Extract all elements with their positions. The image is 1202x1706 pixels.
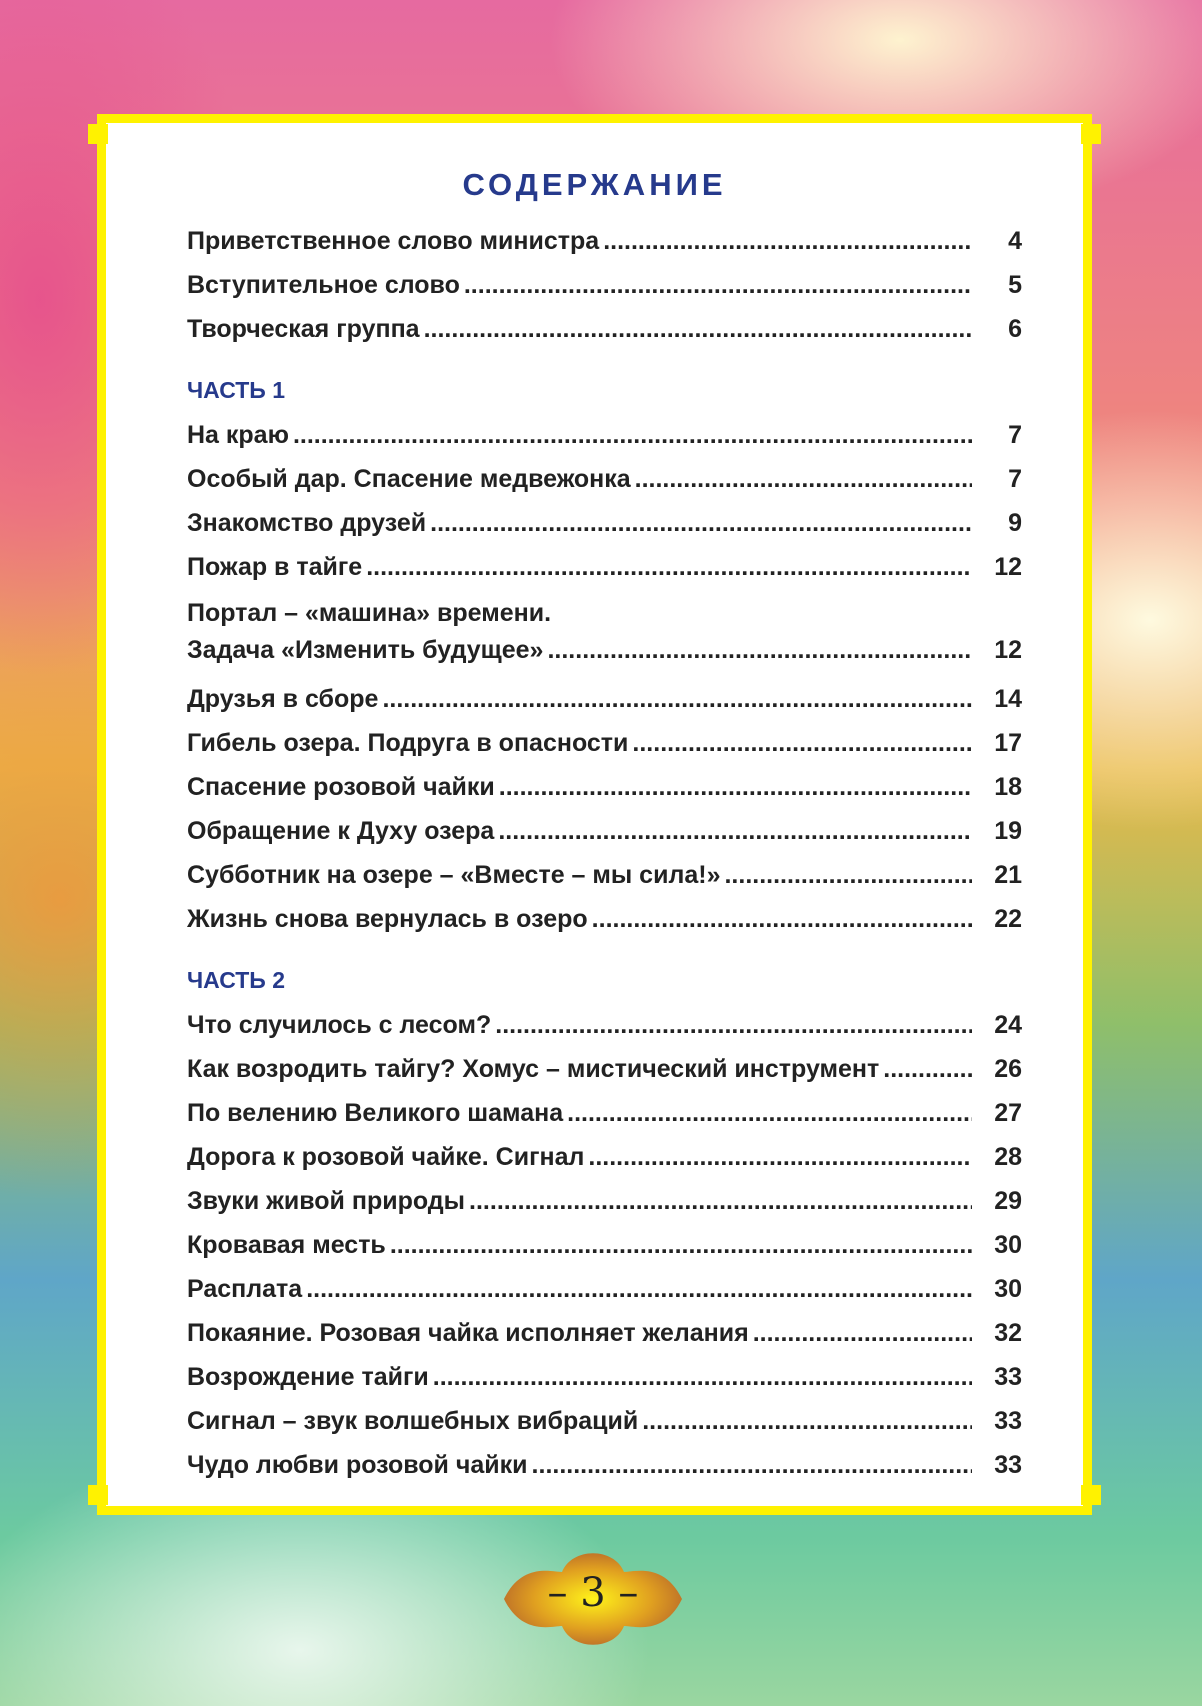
toc-entry-title: Обращение к Духу озера (187, 817, 495, 845)
toc-page-number: 24 (994, 1011, 1022, 1039)
dot-leader (498, 809, 972, 853)
toc-entry[interactable] (187, 809, 1022, 853)
dot-leader (366, 545, 972, 589)
toc-entry[interactable] (187, 1047, 1022, 1091)
toc-entry-title: Гибель озера. Подруга в опасности (187, 729, 629, 757)
dot-leader (632, 721, 972, 765)
toc-entry-multiline[interactable] (187, 589, 1022, 667)
toc-page-number: 7 (1008, 421, 1022, 449)
dot-leader (567, 1091, 972, 1135)
toc-entry-title: Друзья в сборе (187, 685, 379, 713)
toc-entry-title: На краю (187, 421, 289, 449)
dot-leader (293, 413, 972, 457)
toc-page-number: 32 (994, 1319, 1022, 1347)
frame-corner-ornament (1081, 124, 1101, 144)
dot-leader (499, 765, 972, 809)
toc-entry[interactable] (187, 219, 1022, 263)
toc-page-number: 21 (994, 861, 1022, 889)
toc-entry-title: Особый дар. Спасение медвежонка (187, 465, 631, 493)
toc-entry-title: Пожар в тайге (187, 553, 363, 581)
toc-page-number: 9 (1008, 509, 1022, 537)
toc-entry[interactable] (187, 1223, 1022, 1267)
dot-leader (424, 307, 972, 351)
toc-entry-title: Возрождение тайги (187, 1363, 429, 1391)
toc-page-number: 30 (994, 1231, 1022, 1259)
dot-leader (390, 1223, 972, 1267)
page-number-badge (502, 1542, 684, 1652)
toc-entry-title: Творческая группа (187, 315, 420, 343)
toc-entry[interactable] (187, 897, 1022, 941)
toc-entry[interactable] (187, 633, 1022, 667)
toc-page-number: 30 (994, 1275, 1022, 1303)
dot-leader (306, 1267, 972, 1311)
toc-page-number: 28 (994, 1143, 1022, 1171)
dot-leader (883, 1047, 972, 1091)
toc-page-number: 22 (994, 905, 1022, 933)
part1-heading: ЧАСТЬ 1 (187, 377, 285, 403)
toc-entry-title: Покаяние. Розовая чайка исполняет желания (187, 1319, 749, 1347)
page-number: – 3 – (547, 1570, 639, 1616)
toc-page-number: 33 (994, 1407, 1022, 1435)
dot-leader (588, 1135, 972, 1179)
toc-entry-title: Знакомство друзей (187, 509, 427, 537)
part2-heading: ЧАСТЬ 2 (187, 967, 285, 993)
toc-entry-title-line1: Портал – «машина» времени. (187, 599, 552, 627)
toc-entry[interactable] (187, 545, 1022, 589)
toc-entry-title: Жизнь снова вернулась в озеро (187, 905, 588, 933)
page-title: СОДЕРЖАНИЕ (462, 167, 727, 202)
toc-entry[interactable] (187, 677, 1022, 721)
dot-leader (382, 677, 972, 721)
dot-leader (469, 1179, 972, 1223)
frame-corner-ornament (1081, 1485, 1101, 1505)
toc-entry-title: Субботник на озере – «Вместе – мы сила!» (187, 861, 721, 889)
toc-entry-title: Чудо любви розовой чайки (187, 1451, 528, 1479)
toc-page-number: 4 (1008, 227, 1022, 255)
toc-page-number: 27 (994, 1099, 1022, 1127)
toc-entry[interactable] (187, 307, 1022, 351)
toc-entry[interactable] (187, 765, 1022, 809)
dot-leader (532, 1443, 972, 1487)
dot-leader (724, 853, 972, 897)
toc-entry[interactable] (187, 1091, 1022, 1135)
toc-page-number: 6 (1008, 315, 1022, 343)
dot-leader (433, 1355, 972, 1399)
dot-leader (592, 897, 972, 941)
dot-leader (430, 501, 972, 545)
toc-entry[interactable] (187, 853, 1022, 897)
contents-frame (97, 114, 1092, 1515)
toc-entry[interactable] (187, 1179, 1022, 1223)
toc-entry[interactable] (187, 457, 1022, 501)
toc-page-number: 33 (994, 1363, 1022, 1391)
dot-leader (603, 219, 972, 263)
toc-page-number: 14 (994, 685, 1022, 713)
dot-leader (642, 1399, 972, 1443)
toc-entry-title: Дорога к розовой чайке. Сигнал (187, 1143, 585, 1171)
toc-entry-title: Что случилось с лесом? (187, 1011, 492, 1039)
dot-leader (753, 1311, 972, 1355)
toc-entry-title: Вступительное слово (187, 271, 460, 299)
toc-page-number: 29 (994, 1187, 1022, 1215)
dot-leader (635, 457, 972, 501)
toc-entry-title: По велению Великого шамана (187, 1099, 564, 1127)
toc-page-number: 26 (994, 1055, 1022, 1083)
toc-entry[interactable] (187, 721, 1022, 765)
toc-entry-title: Звуки живой природы (187, 1187, 466, 1215)
dot-leader (547, 633, 972, 667)
dot-leader (495, 1003, 972, 1047)
toc-page-number: 12 (994, 636, 1022, 664)
toc-entry[interactable] (187, 1003, 1022, 1047)
dot-leader (464, 263, 972, 307)
toc-entry[interactable] (187, 1443, 1022, 1487)
toc-entry-title: Сигнал – звук волшебных вибраций (187, 1407, 639, 1435)
toc-page-number: 19 (994, 817, 1022, 845)
toc-page-number: 33 (994, 1451, 1022, 1479)
toc-entry[interactable] (187, 1311, 1022, 1355)
toc-page-number: 7 (1008, 465, 1022, 493)
toc-entry-title: Кровавая месть (187, 1231, 386, 1259)
toc-page-number: 18 (994, 773, 1022, 801)
toc-entry-title: Расплата (187, 1275, 303, 1303)
toc-entry[interactable] (187, 1135, 1022, 1179)
toc-entry-title: Спасение розовой чайки (187, 773, 495, 801)
toc-entry[interactable] (187, 501, 1022, 545)
frame-corner-ornament (88, 1485, 108, 1505)
toc-page-number: 17 (994, 729, 1022, 757)
toc-entry-title: Приветственное слово министра (187, 227, 600, 255)
toc-entry[interactable] (187, 413, 1022, 457)
frame-corner-ornament (88, 124, 108, 144)
toc-page-number: 5 (1008, 271, 1022, 299)
toc-entry[interactable] (187, 1355, 1022, 1399)
toc-page-number: 12 (994, 553, 1022, 581)
toc-entry-title: Задача «Изменить будущее» (187, 636, 544, 664)
table-of-contents (187, 219, 1022, 1487)
toc-entry-title: Как возродить тайгу? Хомус – мистический инструмент (187, 1055, 880, 1083)
toc-entry[interactable] (187, 263, 1022, 307)
toc-entry[interactable] (187, 1399, 1022, 1443)
toc-entry[interactable] (187, 1267, 1022, 1311)
